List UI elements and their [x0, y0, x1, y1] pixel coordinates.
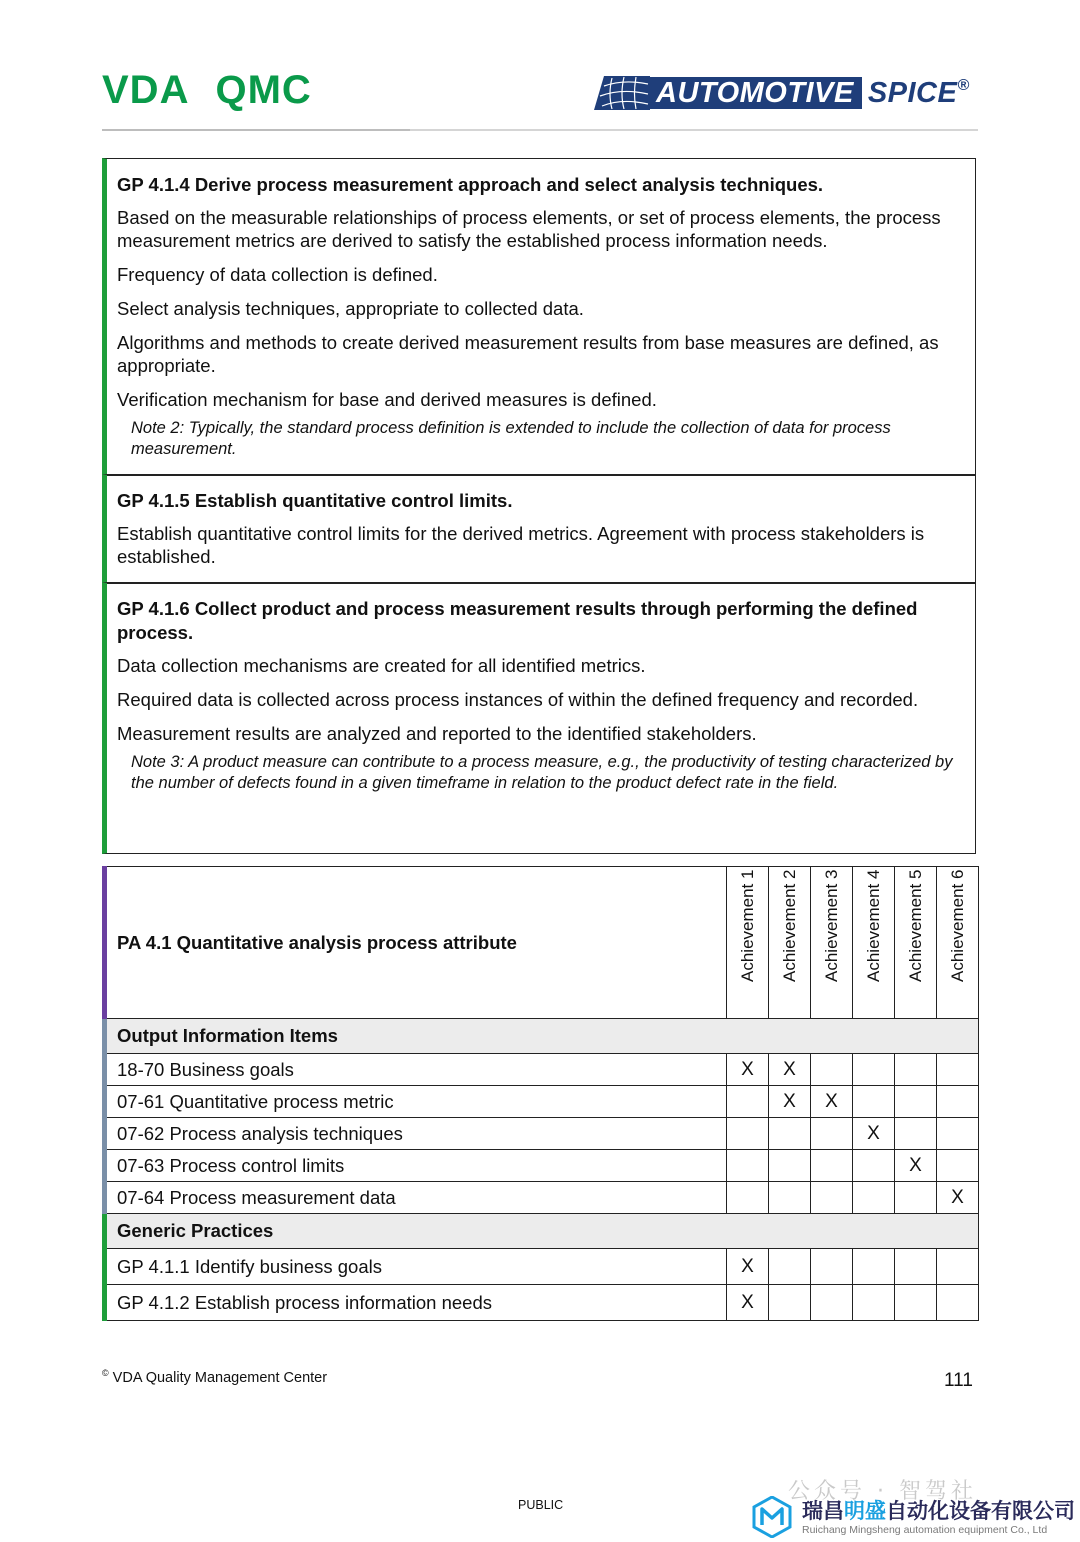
achievement-header [811, 867, 853, 1019]
generic-practices-section-row [105, 1214, 979, 1249]
achievement-mark [811, 1054, 853, 1086]
gp-4-1-5-para-1: Establish quantitative control limits for the derived metrics. Agreement with process stakeholders is established. [117, 523, 925, 567]
aspice-spice-text: SPICE [867, 77, 958, 109]
page-number: 111 [944, 1370, 973, 1391]
achievement-mark [895, 1118, 937, 1150]
achievement-mark [895, 1054, 937, 1086]
gp-4-1-6-para-1: Data collection mechanisms are created for all identified metrics. [117, 655, 646, 676]
achievement-mark: X [727, 1054, 769, 1086]
pa-4-1-table [102, 866, 979, 1321]
gp-4-1-6-title: GP 4.1.6 Collect product and process measurement results through performing the defined process. [117, 598, 918, 643]
achievement-mark: X [769, 1086, 811, 1118]
achievement-header [727, 867, 769, 1019]
gp-4-1-6-note: Note 3: A product measure can contribute to a process measure, e.g., the productivity of testing characterized by the number of defects found in a given timeframe in relation to the product defect rate in the field. [131, 753, 953, 792]
table-row [105, 1054, 979, 1086]
achievement-mark: X [853, 1118, 895, 1150]
gp-4-1-4-para-4: Algorithms and methods to create derived measurement results from base measures are defined, as appropriate. [117, 332, 939, 376]
achievement-mark [853, 1054, 895, 1086]
vda-logo-text: VDA [102, 68, 190, 112]
gp-4-1-6-box [102, 582, 976, 854]
gp-4-1-6-para-2: Required data is collected across process instances of within the defined frequency and recorded. [117, 689, 919, 710]
achievement-mark [727, 1150, 769, 1182]
gp-4-1-5-title: GP 4.1.5 Establish quantitative control limits. [117, 490, 513, 511]
achievement-2-label: Achievement 2 [779, 869, 799, 982]
company-name-cn [802, 1498, 1075, 1524]
achievement-5-label: Achievement 5 [905, 869, 925, 982]
company-watermark [752, 1496, 1075, 1538]
achievement-mark [895, 1182, 937, 1214]
achievement-mark [895, 1285, 937, 1321]
achievement-mark [937, 1249, 979, 1285]
gp-4-1-4-note: Note 2: Typically, the standard process definition is extended to include the collection of data for process measurement. [131, 419, 891, 458]
header-rule-left [102, 129, 410, 131]
achievement-mark: X [769, 1054, 811, 1086]
achievement-mark [937, 1086, 979, 1118]
achievement-mark [811, 1285, 853, 1321]
header-rule-right [410, 129, 978, 131]
table-row [105, 1118, 979, 1150]
achievement-mark [727, 1118, 769, 1150]
output-item-label: 18-70 Business goals [105, 1054, 727, 1086]
achievement-header [769, 867, 811, 1019]
achievement-mark [937, 1118, 979, 1150]
achievement-header [895, 867, 937, 1019]
gp-4-1-4-box [102, 158, 976, 476]
achievement-1-label: Achievement 1 [737, 869, 757, 982]
achievement-header [853, 867, 895, 1019]
table-row [105, 1249, 979, 1285]
table-row [105, 1150, 979, 1182]
classification-label: PUBLIC [518, 1498, 564, 1512]
generic-practices-section-title: Generic Practices [105, 1214, 979, 1249]
generic-practice-label: GP 4.1.2 Establish process information needs [105, 1285, 727, 1321]
footer-copyright [102, 1368, 327, 1386]
gp-4-1-4-title: GP 4.1.4 Derive process measurement approach and select analysis techniques. [117, 174, 824, 195]
achievement-mark [727, 1182, 769, 1214]
achievement-mark [853, 1249, 895, 1285]
achievement-mark [937, 1150, 979, 1182]
achievement-mark [853, 1182, 895, 1214]
achievement-header [937, 867, 979, 1019]
generic-practice-label: GP 4.1.1 Identify business goals [105, 1249, 727, 1285]
output-section-title: Output Information Items [105, 1019, 979, 1054]
gp-4-1-5-box [102, 474, 976, 584]
achievement-mark: X [727, 1285, 769, 1321]
pa-header-row [105, 867, 979, 1019]
aspice-word [868, 77, 970, 109]
table-row [105, 1182, 979, 1214]
company-name-cn-part-1: 瑞昌 [802, 1498, 844, 1523]
achievement-mark [769, 1285, 811, 1321]
output-item-label: 07-61 Quantitative process metric [105, 1086, 727, 1118]
achievement-mark [853, 1150, 895, 1182]
achievement-mark [769, 1118, 811, 1150]
achievement-mark [937, 1285, 979, 1321]
qmc-logo-text: QMC [215, 68, 312, 112]
company-name-cn-part-2: 明盛 [844, 1498, 886, 1523]
gp-4-1-6-para-3: Measurement results are analyzed and reported to the identified stakeholders. [117, 723, 757, 744]
output-item-label: 07-64 Process measurement data [105, 1182, 727, 1214]
company-logo-icon [752, 1496, 792, 1538]
copyright-symbol: © [102, 1368, 109, 1378]
achievement-3-label: Achievement 3 [821, 869, 841, 982]
achievement-mark: X [811, 1086, 853, 1118]
gp-4-1-4-para-1: Based on the measurable relationships of process elements, or set of process elements, the process measurement metrics are derived to satisfy the established process information needs. [117, 207, 941, 251]
achievement-mark [811, 1150, 853, 1182]
gp-4-1-4-para-5: Verification mechanism for base and derived measures is defined. [117, 389, 657, 410]
gp-4-1-4-para-2: Frequency of data collection is defined. [117, 264, 438, 285]
registered-mark: ® [957, 77, 970, 94]
pa-title: PA 4.1 Quantitative analysis process attribute [105, 867, 727, 1019]
table-row [105, 1086, 979, 1118]
achievement-mark [937, 1054, 979, 1086]
achievement-mark: X [727, 1249, 769, 1285]
achievement-mark [811, 1249, 853, 1285]
achievement-mark: X [895, 1150, 937, 1182]
achievement-mark: X [937, 1182, 979, 1214]
achievement-mark [769, 1150, 811, 1182]
aspice-band-text: AUTOMOTIVE [650, 77, 862, 109]
achievement-6-label: Achievement 6 [947, 869, 967, 982]
gp-4-1-4-para-3: Select analysis techniques, appropriate to collected data. [117, 298, 584, 319]
achievement-mark [895, 1249, 937, 1285]
achievement-mark [853, 1285, 895, 1321]
achievement-mark [769, 1182, 811, 1214]
table-row [105, 1285, 979, 1321]
faint-watermark-text: 公众号 · 智驾社 [788, 1479, 977, 1504]
company-name-en: Ruichang Mingsheng automation equipment Co., Ltd [802, 1523, 1048, 1536]
vda-qmc-logo [102, 70, 312, 110]
achievement-mark [727, 1086, 769, 1118]
achievement-mark [769, 1249, 811, 1285]
achievement-mark [811, 1182, 853, 1214]
output-item-label: 07-62 Process analysis techniques [105, 1118, 727, 1150]
company-name-cn-part-3: 自动化设备有限公司 [886, 1498, 1075, 1523]
achievement-mark [895, 1086, 937, 1118]
achievement-4-label: Achievement 4 [863, 869, 883, 982]
automotive-spice-logo [594, 76, 970, 110]
achievement-mark [853, 1086, 895, 1118]
achievement-mark [811, 1118, 853, 1150]
output-section-row [105, 1019, 979, 1054]
output-item-label: 07-63 Process control limits [105, 1150, 727, 1182]
globe-icon [594, 76, 650, 110]
footer-org: VDA Quality Management Center [112, 1369, 328, 1386]
